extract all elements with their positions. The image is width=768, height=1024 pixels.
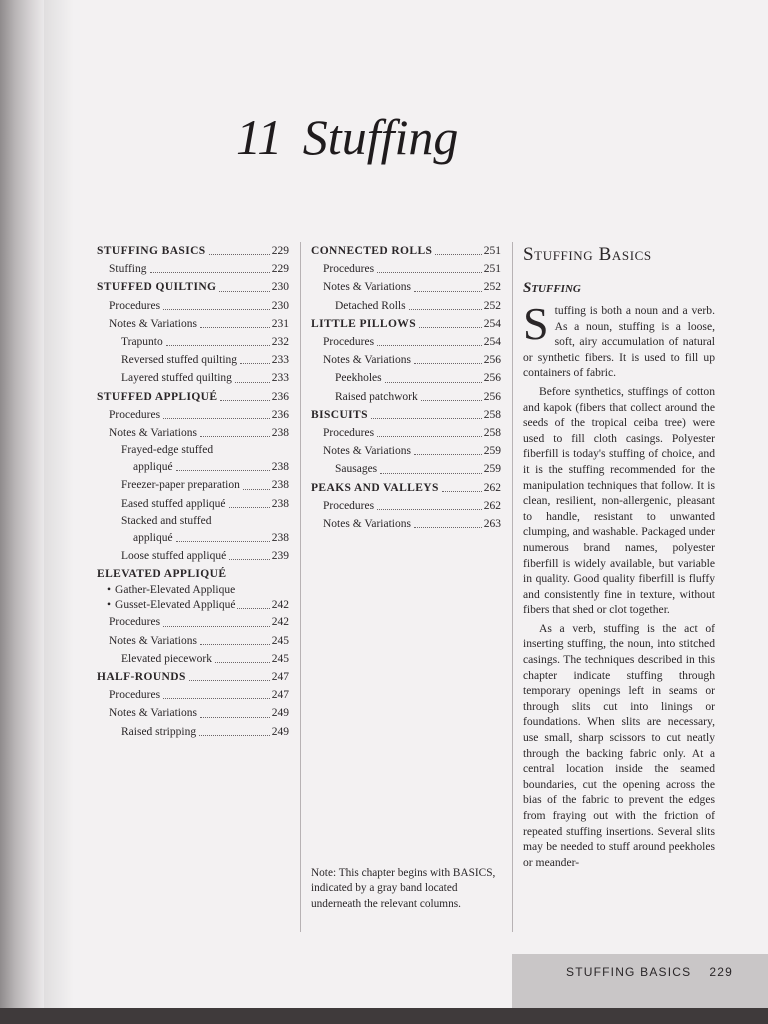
leader-dots [199, 735, 270, 736]
toc-entry [97, 668, 289, 686]
spine-shadow [44, 0, 74, 1024]
toc-entry-heading [97, 565, 289, 583]
toc-entry [97, 351, 289, 369]
running-footer [566, 965, 733, 979]
toc-entry [97, 424, 289, 442]
leader-dots [163, 418, 270, 419]
toc-entry-label: Loose stuffed appliqué [121, 550, 227, 563]
toc-entry-page: 230 [271, 299, 289, 312]
toc-entry-page: 252 [483, 299, 501, 312]
toc-entry-label: Notes & Variations [323, 445, 411, 458]
toc-entry [97, 369, 289, 387]
toc-entry [97, 278, 289, 296]
leader-dots [409, 309, 482, 310]
chapter-title [236, 108, 458, 166]
toc-bullet-entry [97, 583, 289, 598]
leader-dots [219, 291, 269, 292]
toc-entry-page: 242 [271, 599, 289, 612]
toc-entry [97, 513, 289, 547]
toc-entry [97, 333, 289, 351]
toc-entry-label: STUFFED APPLIQUÉ [97, 390, 218, 403]
toc-entry-page: 238 [271, 461, 289, 474]
section-body [523, 298, 715, 870]
chapter-note: Note: This chapter begins with BASICS, indicated by a gray band located underneath the relevant columns. [311, 867, 496, 910]
toc-entry-page: 251 [483, 263, 501, 276]
toc-entry [97, 406, 289, 424]
leader-dots [166, 345, 270, 346]
paragraph-text: tuffing is both a noun and a verb. As a noun, stuffing is a loose, soft, airy accumulation of natural or synthetic fibers. It is used to fill up containers of fabric. [523, 304, 715, 380]
toc-entry-page: 239 [271, 550, 289, 563]
drop-cap: S [523, 298, 549, 349]
toc-entry-page: 249 [271, 725, 289, 738]
section-column [523, 244, 715, 870]
toc-entry-page: 259 [483, 445, 501, 458]
leader-dots [385, 382, 482, 383]
toc-entry-page: 256 [483, 372, 501, 385]
footer-section: STUFFING BASICS [566, 965, 692, 979]
toc-entry [311, 460, 501, 478]
leader-dots [371, 418, 482, 419]
toc-entry-label-line: Stacked and stuffed [121, 514, 212, 527]
toc-entry-label: PEAKS AND VALLEYS [311, 481, 439, 494]
toc-entry [311, 406, 501, 424]
leader-dots [414, 363, 482, 364]
leader-dots [150, 272, 270, 273]
toc-entry [311, 351, 501, 369]
leader-dots [189, 680, 270, 681]
toc-entry-label: Notes & Variations [323, 518, 411, 531]
section-heading: Stuffing Basics [523, 244, 652, 265]
leader-dots [414, 454, 482, 455]
page-edge [0, 1008, 768, 1024]
toc-entry-page: 231 [271, 317, 289, 330]
leader-dots [377, 509, 482, 510]
bullet-mark: • [107, 599, 112, 612]
toc-entry-page: 262 [483, 481, 501, 494]
book-spine [0, 0, 44, 1024]
toc-entry-label: Detached Rolls [335, 299, 406, 312]
toc-entry-page: 229 [271, 245, 289, 257]
leader-dots [229, 507, 270, 508]
paragraph: As a verb, stuffing is the act of inserting stuffing, the noun, into stitched casings. The techniques described in this chapter indicate stuffing through temporary openings left in seams or through slits cut into linings or foundations. When slits are necessary, use small, sharp scissors to cut neatly through the backing fabric only. At a central location inside the seamed boundaries, cut the opening across the bias of the fabric to prevent the edges from fraying out with the friction of repeated stuffing insertions. Several slits may be needed to stuff around peekholes or meander- [523, 621, 715, 869]
leader-dots [215, 662, 270, 663]
toc-entry [311, 315, 501, 333]
toc-entry-label: Stuffing [109, 263, 147, 276]
toc-entry [311, 242, 501, 260]
leader-dots [176, 470, 270, 471]
toc-entry-page: 245 [271, 634, 289, 647]
toc-entry-label: Notes & Variations [109, 427, 197, 440]
toc-entry-label: appliqué [133, 461, 173, 474]
leader-dots [243, 489, 270, 490]
toc-entry-page: 256 [483, 354, 501, 367]
toc-entry-page: 238 [271, 531, 289, 544]
toc-column-2 [311, 242, 501, 533]
toc-entry-page: 263 [483, 518, 501, 531]
toc-entry-page: 242 [271, 616, 289, 629]
toc-entry [311, 260, 501, 278]
toc-entry-page: 229 [271, 263, 289, 276]
leader-dots [240, 363, 270, 364]
leader-dots [163, 309, 270, 310]
toc-entry [311, 479, 501, 497]
toc-entry-label: Peekholes [335, 372, 382, 385]
paragraph [523, 298, 715, 381]
bullet-mark: • [107, 584, 112, 597]
toc-entry [311, 297, 501, 315]
page-number: 229 [709, 965, 733, 979]
toc-entry-page: 251 [483, 245, 501, 257]
toc-entry-label: Procedures [323, 499, 375, 512]
leader-dots [200, 436, 270, 437]
toc-entry-page: 245 [271, 652, 289, 665]
toc-entry-label: Procedures [109, 408, 161, 421]
toc-entry [311, 515, 501, 533]
toc-entry [311, 278, 501, 296]
leader-dots [163, 626, 270, 627]
toc-entry-page: 252 [483, 281, 501, 294]
toc-entry [97, 242, 289, 260]
leader-dots [421, 400, 482, 401]
toc-entry-page: 258 [483, 408, 501, 421]
leader-dots [163, 698, 270, 699]
toc-entry-page: 249 [271, 707, 289, 720]
toc-entry-label: Trapunto [121, 336, 163, 349]
toc-entry [97, 476, 289, 494]
toc-entry-label: Freezer-paper preparation [121, 479, 240, 492]
toc-entry [97, 723, 289, 741]
leader-dots [229, 559, 270, 560]
toc-entry-label: BISCUITS [311, 408, 368, 421]
toc-entry [311, 333, 501, 351]
toc-entry [97, 686, 289, 704]
toc-column-1 [97, 242, 289, 741]
leader-dots [220, 400, 269, 401]
subsection-heading: Stuffing [523, 280, 581, 296]
toc-entry-page: 232 [271, 336, 289, 349]
leader-dots [176, 541, 270, 542]
toc-entry [97, 632, 289, 650]
toc-entry-page: 262 [483, 499, 501, 512]
toc-entry-page: 247 [271, 689, 289, 702]
toc-entry-page: 258 [483, 427, 501, 440]
toc-entry-page: 254 [483, 317, 501, 330]
toc-entry [97, 260, 289, 278]
toc-entry-page: 259 [483, 463, 501, 476]
toc-entry [311, 424, 501, 442]
toc-entry-label: Elevated piecework [121, 652, 212, 665]
toc-entry-label: Reversed stuffed quilting [121, 354, 238, 367]
toc-entry [97, 650, 289, 668]
toc-entry-label: ELEVATED APPLIQUÉ [97, 568, 227, 581]
leader-dots [414, 527, 482, 528]
toc-entry-label: CONNECTED ROLLS [311, 245, 433, 257]
toc-entry-page: 236 [271, 408, 289, 421]
toc-entry [97, 388, 289, 406]
leader-dots [414, 291, 482, 292]
toc-entry-label-line: Frayed-edge stuffed [121, 444, 214, 457]
chapter-name: Stuffing [302, 109, 459, 165]
toc-entry-page: 256 [483, 390, 501, 403]
toc-entry-label: Notes & Variations [109, 707, 197, 720]
toc-entry-label: Raised stripping [121, 725, 197, 738]
toc-entry-label: Notes & Variations [109, 634, 197, 647]
leader-dots [377, 436, 482, 437]
leader-dots [235, 382, 270, 383]
toc-entry-label: Procedures [323, 336, 375, 349]
toc-entry-page: 247 [271, 671, 289, 684]
toc-entry [97, 613, 289, 631]
toc-entry-label: Eased stuffed appliqué [121, 497, 226, 510]
toc-entry [311, 369, 501, 387]
leader-dots [200, 717, 270, 718]
toc-entry [97, 495, 289, 513]
toc-entry-label: LITTLE PILLOWS [311, 317, 416, 330]
footer-band [512, 954, 768, 1008]
toc-entry-page: 238 [271, 427, 289, 440]
toc-bullet-entry [97, 598, 289, 613]
leader-dots [380, 473, 482, 474]
toc-entry-label: Procedures [109, 689, 161, 702]
toc-entry-label: STUFFING BASICS [97, 245, 206, 257]
toc-entry-page: 233 [271, 372, 289, 385]
toc-entry [311, 442, 501, 460]
toc-entry [311, 388, 501, 406]
toc-entry-label: Procedures [109, 299, 161, 312]
toc-entry-label: STUFFED QUILTING [97, 281, 217, 294]
toc-entry [97, 315, 289, 333]
toc-entry-label: Procedures [323, 263, 375, 276]
toc-entry-page: 238 [271, 497, 289, 510]
column-divider [512, 242, 513, 932]
leader-dots [377, 345, 482, 346]
paragraph: Before synthetics, stuffings of cotton and kapok (fibers that collect around the seeds of the tropical ceiba tree) were used to fill cloth casings. Polyester fiberfill is today's stuffing of choice, and it is the stuffing recommended for the manipulation techniques that follow. It is clean, resilient, non-allergenic, pleasant to handle, resistant to unwanted clumping, and washable. Packaged under numerous brand names, polyester fiberfill is widely available, but variable in quality. Good quality fiberfill is fluffy and consistently fine in texture, without fibers that shed or clot together. [523, 384, 715, 617]
column-divider [300, 242, 301, 932]
toc-entry-page: 230 [271, 281, 289, 294]
toc-entry-label: Sausages [335, 463, 378, 476]
leader-dots [237, 598, 269, 609]
toc-entry-label: appliqué [133, 531, 173, 544]
toc-entry-label: Procedures [323, 427, 375, 440]
leader-dots [209, 254, 270, 255]
toc-entry [97, 442, 289, 476]
leader-dots [200, 644, 270, 645]
toc-entry-label: Gusset-Elevated Appliqué [115, 599, 236, 612]
leader-dots [442, 491, 482, 492]
toc-entry [97, 704, 289, 722]
toc-entry-label: Layered stuffed quilting [121, 372, 232, 385]
toc-entry [311, 497, 501, 515]
toc-entry-label: Notes & Variations [323, 354, 411, 367]
toc-entry-page: 238 [271, 479, 289, 492]
toc-entry [97, 297, 289, 315]
toc-entry-page: 236 [271, 390, 289, 403]
leader-dots [377, 272, 482, 273]
toc-entry [97, 547, 289, 565]
toc-entry-page: 254 [483, 336, 501, 349]
toc-entry-label: Notes & Variations [109, 317, 197, 330]
toc-entry-label: Procedures [109, 616, 161, 629]
toc-entry-label: Notes & Variations [323, 281, 411, 294]
toc-entry-page: 233 [271, 354, 289, 367]
toc-entry-label: HALF-ROUNDS [97, 671, 186, 684]
leader-dots [200, 327, 270, 328]
leader-dots [419, 327, 482, 328]
toc-entry-label: Raised patchwork [335, 390, 418, 403]
chapter-number: 11 [236, 109, 283, 165]
leader-dots [435, 254, 481, 255]
toc-entry-label: Gather-Elevated Applique [115, 584, 236, 597]
